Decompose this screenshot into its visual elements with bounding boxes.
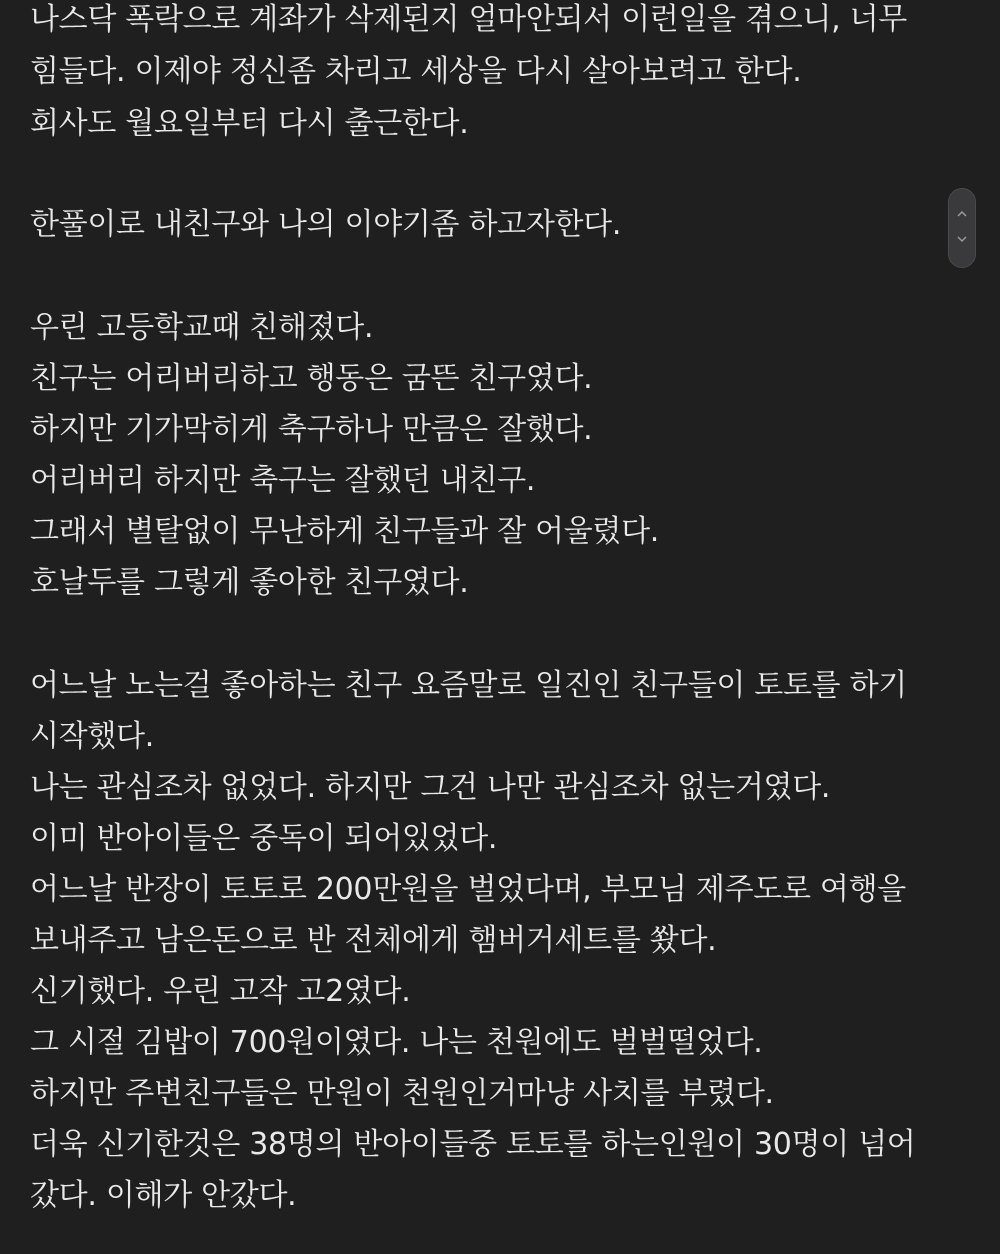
post-line: 힘들다. 이제야 정신좀 차리고 세상을 다시 살아보려고 한다. — [30, 54, 802, 89]
post-line: 시작했다. — [30, 719, 154, 754]
post-line: 어느날 노는걸 좋아하는 친구 요즘말로 일진인 친구들이 토토를 하기 — [30, 668, 907, 703]
post-line: 한풀이로 내친구와 나의 이야기좀 하고자한다. — [30, 207, 622, 242]
post-line: 호날두를 그렇게 좋아한 친구였다. — [30, 565, 469, 600]
post-line: 나는 관심조차 없었다. 하지만 그건 나만 관심조차 없는거였다. — [30, 770, 831, 805]
post-line: 회사도 월요일부터 다시 출근한다. — [30, 106, 469, 141]
post-line: 하지만 기가막히게 축구하나 만큼은 잘했다. — [30, 412, 593, 447]
post-line: 친구는 어리버리하고 행동은 굼뜬 친구였다. — [30, 361, 593, 396]
scroll-control[interactable] — [948, 188, 976, 268]
post-line: 하지만 주변친구들은 만원이 천원인거마냥 사치를 부렸다. — [30, 1076, 774, 1111]
chevron-down-icon[interactable] — [949, 231, 975, 251]
post-line: 갔다. 이해가 안갔다. — [30, 1178, 297, 1213]
chevron-up-icon[interactable] — [949, 205, 975, 225]
post-line: 보내주고 남은돈으로 반 전체에게 햄버거세트를 쐈다. — [30, 923, 717, 958]
post-line: 그래서 별탈없이 무난하게 친구들과 잘 어울렸다. — [30, 514, 660, 549]
post-line: 이미 반아이들은 중독이 되어있었다. — [30, 821, 498, 856]
post-line: 나스닥 폭락으로 계좌가 삭제된지 얼마안되서 이런일을 겪으니, 너무 — [30, 2, 907, 37]
post-line: 어느날 반장이 토토로 200만원을 벌었다며, 부모님 제주도로 여행을 — [30, 872, 906, 907]
post-line: 어리버리 하지만 축구는 잘했던 내친구. — [30, 463, 536, 498]
post-line: 신기했다. 우린 고작 고2였다. — [30, 974, 411, 1009]
post-line: 그 시절 김밥이 700원이였다. 나는 천원에도 벌벌떨었다. — [30, 1025, 763, 1060]
post-line: 더욱 신기한것은 38명의 반아이들중 토토를 하는인원이 30명이 넘어 — [30, 1127, 916, 1162]
post-line: 우린 고등학교때 친해졌다. — [30, 310, 374, 345]
